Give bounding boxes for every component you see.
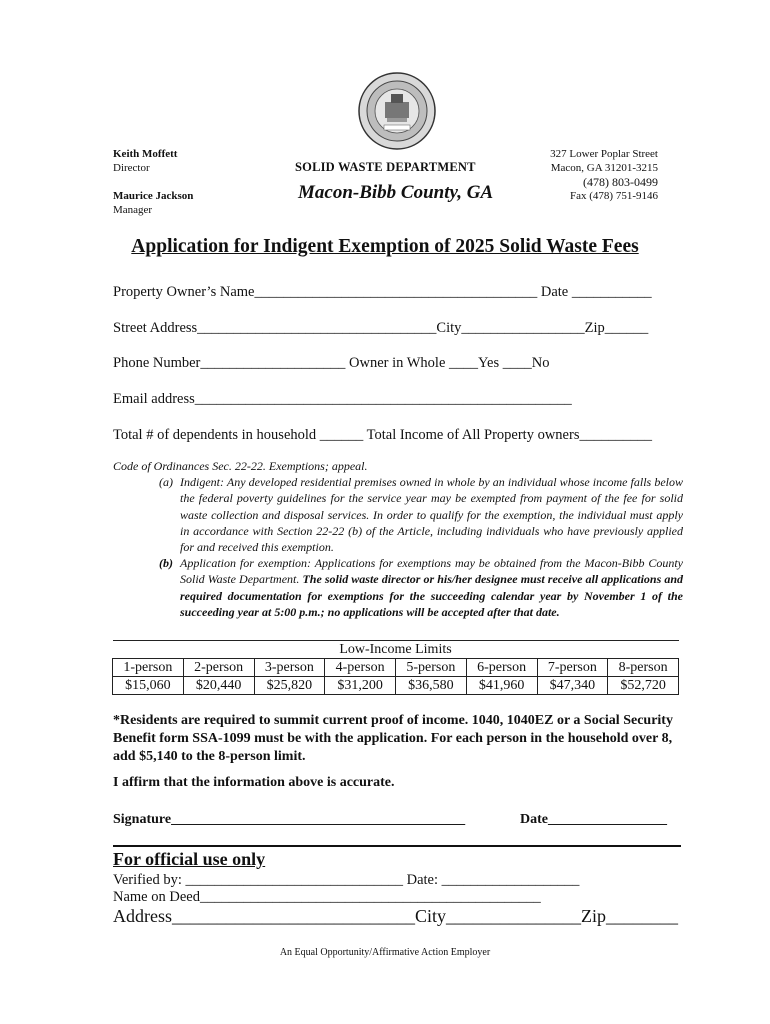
official-use-heading: For official use only xyxy=(113,849,266,869)
official-address-field[interactable]: Address___________________________City_______________Zip________ xyxy=(113,906,678,926)
name-on-deed-field[interactable]: Name on Deed_______________________________________________ xyxy=(113,889,541,905)
header-cell: 1-person xyxy=(113,659,184,677)
value-cell: $20,440 xyxy=(183,677,254,695)
divider xyxy=(113,845,681,847)
income-limits-table xyxy=(112,640,679,695)
phone-number: (478) 803-0499 xyxy=(583,175,658,189)
street-address: 327 Lower Poplar Street xyxy=(550,148,658,160)
owner-name-field[interactable]: Property Owner’s Name_______________________________________ Date ___________ xyxy=(113,284,652,300)
value-cell: $25,820 xyxy=(254,677,325,695)
value-cell: $41,960 xyxy=(466,677,537,695)
header-cell: 6-person xyxy=(466,659,537,677)
signature-field[interactable]: Signature__________________________________________ xyxy=(113,812,466,827)
header-right xyxy=(550,147,658,203)
verified-by-field[interactable]: Verified by: ______________________________ Date: ___________________ xyxy=(113,872,580,888)
page-title: Application for Indigent Exemption of 2025 Solid Waste Fees xyxy=(131,236,639,257)
value-cell: $15,060 xyxy=(113,677,184,695)
affirmation-text: I affirm that the information above is accurate. xyxy=(113,775,395,790)
manager-title: Manager xyxy=(113,204,153,216)
table-header-row xyxy=(113,659,679,677)
value-cell: $31,200 xyxy=(325,677,396,695)
value-cell: $47,340 xyxy=(537,677,608,695)
phone-owner-field[interactable]: Phone Number____________________ Owner in Whole ____Yes ____No xyxy=(113,355,550,371)
director-title: Director xyxy=(113,162,150,174)
ordinance-text xyxy=(113,458,683,620)
email-field[interactable]: Email address____________________________________________________ xyxy=(113,391,572,407)
fax-number: Fax (478) 751-9146 xyxy=(570,190,658,202)
county-name: Macon-Bibb County, GA xyxy=(298,182,494,203)
department-name: SOLID WASTE DEPARTMENT xyxy=(295,160,476,174)
ordinance-heading: Code of Ordinances Sec. 22-22. Exemptions; appeal. xyxy=(113,459,368,473)
value-cell: $52,720 xyxy=(608,677,679,695)
director-name: Keith Moffett xyxy=(113,148,178,160)
signature-date-field[interactable]: Date_________________ xyxy=(520,812,667,827)
dependents-income-field[interactable]: Total # of dependents in household ______ Total Income of All Property owners__________ xyxy=(113,427,652,443)
header-cell: 4-person xyxy=(325,659,396,677)
table-caption: Low-Income Limits xyxy=(113,641,679,659)
header-cell: 7-person xyxy=(537,659,608,677)
header-left xyxy=(113,147,193,217)
value-cell: $36,580 xyxy=(396,677,467,695)
header-cell: 3-person xyxy=(254,659,325,677)
ordinance-item-a: (a) Indigent: Any developed residential premises owned in whole by an individual whose income falls below the federal poverty guidelines for the service year may be exempted from payment of the fee for solid waste collection and disposal services. In order to qualify for the exemption, the individual must apply in accordance with Section 22-22 (b) of the Article, including individuals who have previously applied for and received this exemption. xyxy=(159,475,683,555)
manager-name: Maurice Jackson xyxy=(113,190,194,202)
header-cell: 2-person xyxy=(183,659,254,677)
header-cell: 8-person xyxy=(608,659,679,677)
city-state-zip: Macon, GA 31201-3215 xyxy=(550,162,658,174)
header-cell: 5-person xyxy=(396,659,467,677)
table-row xyxy=(113,677,679,695)
income-proof-note: *Residents are required to summit current proof of income. 1040, 1040EZ or a Social Security Benefit form SSA-1099 must be with the application. For each person in the household over 8, add $5,140 to the 8-person limit. xyxy=(113,713,673,764)
county-seal-logo xyxy=(358,72,436,150)
street-address-field[interactable]: Street Address_________________________________City_________________Zip______ xyxy=(113,320,649,336)
ordinance-item-b: (b) Application for exemption: Applications for exemptions may be obtained from the Macon-Bibb County Solid Waste Department. The solid waste director or his/her designee must receive all applications and required documentation for exemptions for the succeeding calendar year by November 1 of the succeeding year at 5:00 p.m.; no applications will be accepted after that date. xyxy=(159,556,684,619)
footer-text: An Equal Opportunity/Affirmative Action Employer xyxy=(279,947,491,958)
